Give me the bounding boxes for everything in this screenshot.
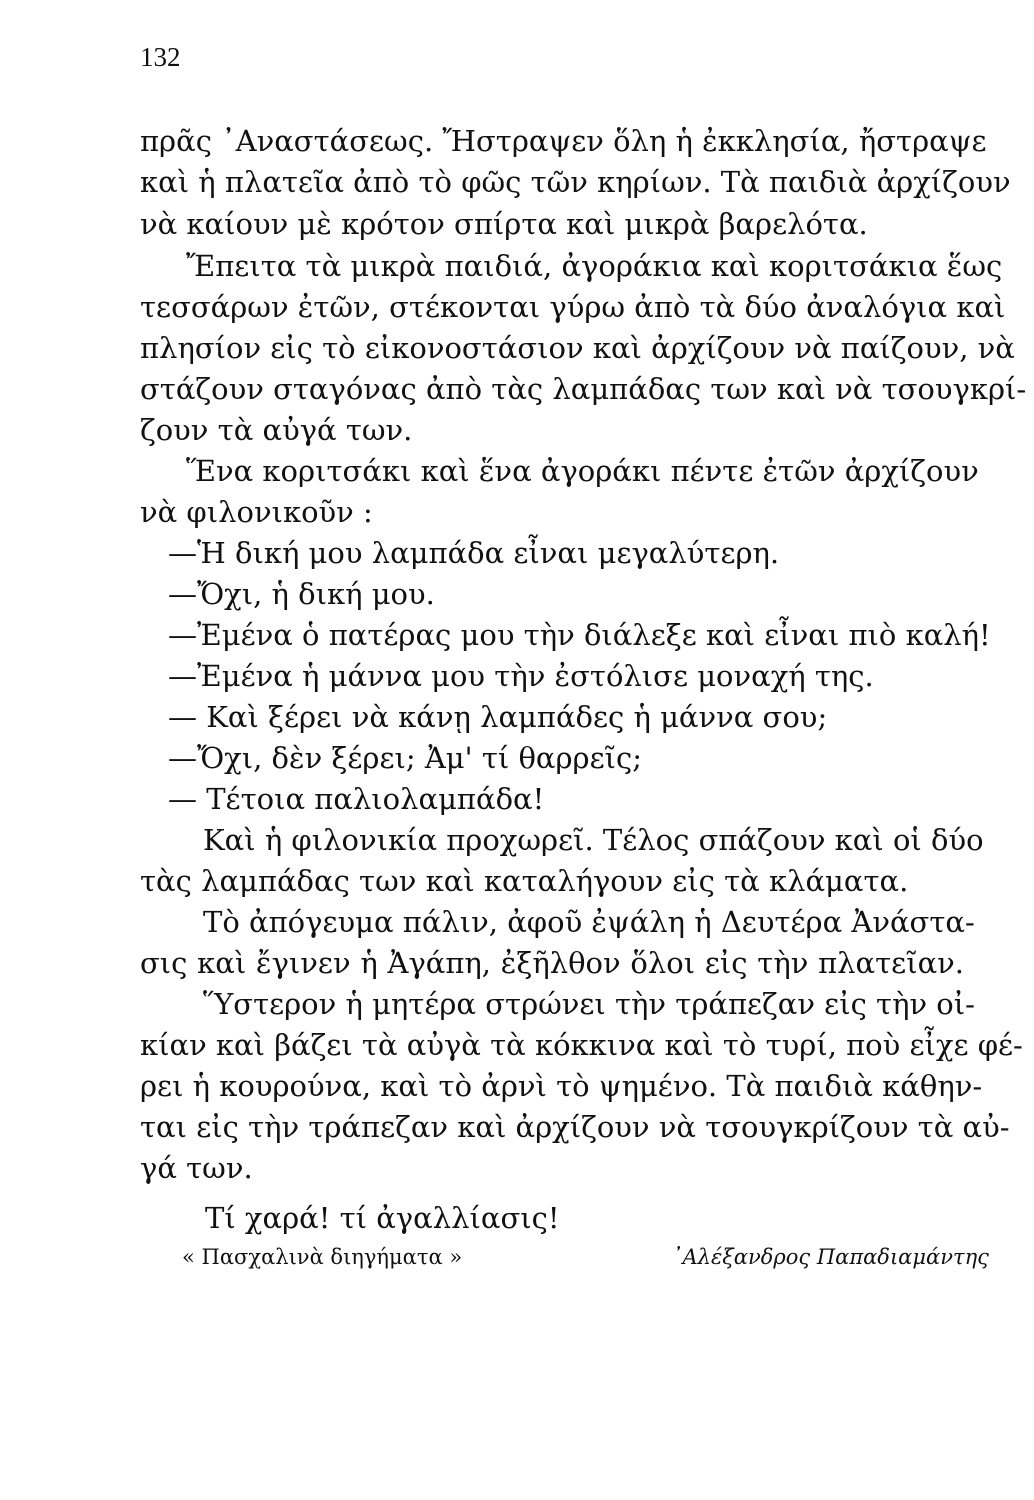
text-line-4: Ἔπειτα τὰ μικρὰ παιδιά, ἀγοράκια καὶ κοριτσάκια ἕως	[186, 249, 1003, 283]
text-line-18: ται εἰς τὴν τράπεζαν καὶ ἀρχίζουν νὰ τσουγκρίζουν τὰ αὐ-	[140, 1110, 1010, 1144]
source-title: « Πασχαλινὰ διηγήματα »	[182, 1245, 463, 1269]
text-line-8: ζουν τὰ αὐγά των.	[140, 413, 413, 447]
text-line-15: Ὕστερον ἡ μητέρα στρώνει τὴν τράπεζαν εἰς τὴν οἰ-	[203, 987, 975, 1021]
text-line-5: τεσσάρων ἐτῶν, στέκονται γύρω ἀπὸ τὰ δύο ἀναλόγια καὶ	[140, 290, 1006, 324]
text-line-12: τὰς λαμπάδας των καὶ καταλήγουν εἰς τὰ κλάματα.	[140, 864, 909, 898]
text-line-3: νὰ καίουν μὲ κρότον σπίρτα καὶ μικρὰ βαρελότα.	[140, 207, 868, 241]
text-line-19: γά των.	[140, 1151, 253, 1185]
text-line-14: σις καὶ ἔγινεν ἡ Ἀγάπη, ἐξῆλθον ὅλοι εἰς τὴν πλατεῖαν.	[140, 946, 964, 980]
author-name: ᾿Αλέξανδρος Παπαδιαμάντης	[672, 1245, 989, 1269]
text-line-2: καὶ ἡ πλατεῖα ἀπὸ τὸ φῶς τῶν κηρίων. Τὰ παιδιὰ ἀρχίζουν	[140, 165, 1011, 199]
dialogue-line-3: —Ἐμένα ὁ πατέρας μου τὴν διάλεξε καὶ εἶναι πιὸ καλή!	[168, 618, 991, 652]
dialogue-line-6: —Ὄχι, δὲν ξέρει; Ἀμ' τί θαρρεῖς;	[168, 741, 643, 775]
text-line-6: πλησίον εἰς τὸ εἰκονοστάσιον καὶ ἀρχίζουν νὰ παίζουν, νὰ	[140, 331, 1015, 365]
text-line-13: Τὸ ἀπόγευμα πάλιν, ἀφοῦ ἐψάλη ἡ Δευτέρα Ἀνάστα-	[203, 905, 975, 939]
dialogue-line-7: — Τέτοια παλιολαμπάδα!	[168, 782, 545, 816]
text-line-10: νὰ φιλονικοῦν :	[140, 495, 373, 529]
page-number: 132	[140, 42, 181, 72]
dialogue-line-1: —Ἡ δική μου λαμπάδα εἶναι μεγαλύτερη.	[168, 536, 780, 570]
text-line-9: Ἕνα κοριτσάκι καὶ ἕνα ἀγοράκι πέντε ἐτῶν ἀρχίζουν	[186, 454, 979, 488]
dialogue-line-2: —Ὄχι, ἡ δική μου.	[168, 577, 435, 611]
text-line-17: ρει ἡ κουρούνα, καὶ τὸ ἀρνὶ τὸ ψημένο. Τὰ παιδιὰ κάθην-	[140, 1069, 983, 1103]
exclamation-line: Τί χαρά! τί ἀγαλλίασις!	[205, 1201, 560, 1235]
text-line-16: κίαν καὶ βάζει τὰ αὐγὰ τὰ κόκκινα καὶ τὸ τυρί, ποὺ εἶχε φέ-	[140, 1028, 1023, 1062]
text-line-7: στάζουν σταγόνας ἀπὸ τὰς λαμπάδας των καὶ νὰ τσουγκρί-	[140, 372, 1027, 406]
text-line-11: Καὶ ἡ φιλονικία προχωρεῖ. Τέλος σπάζουν καὶ οἱ δύο	[203, 823, 984, 857]
text-line-1: πρᾶς ᾿Αναστάσεως. Ἤστραψεν ὅλη ἡ ἐκκλησία, ἤστραψε	[140, 124, 987, 158]
dialogue-line-4: —Ἐμένα ἡ μάννα μου τὴν ἐστόλισε μοναχή της.	[168, 659, 874, 693]
dialogue-line-5: — Καὶ ξέρει νὰ κάνῃ λαμπάδες ἡ μάννα σου;	[168, 700, 828, 734]
